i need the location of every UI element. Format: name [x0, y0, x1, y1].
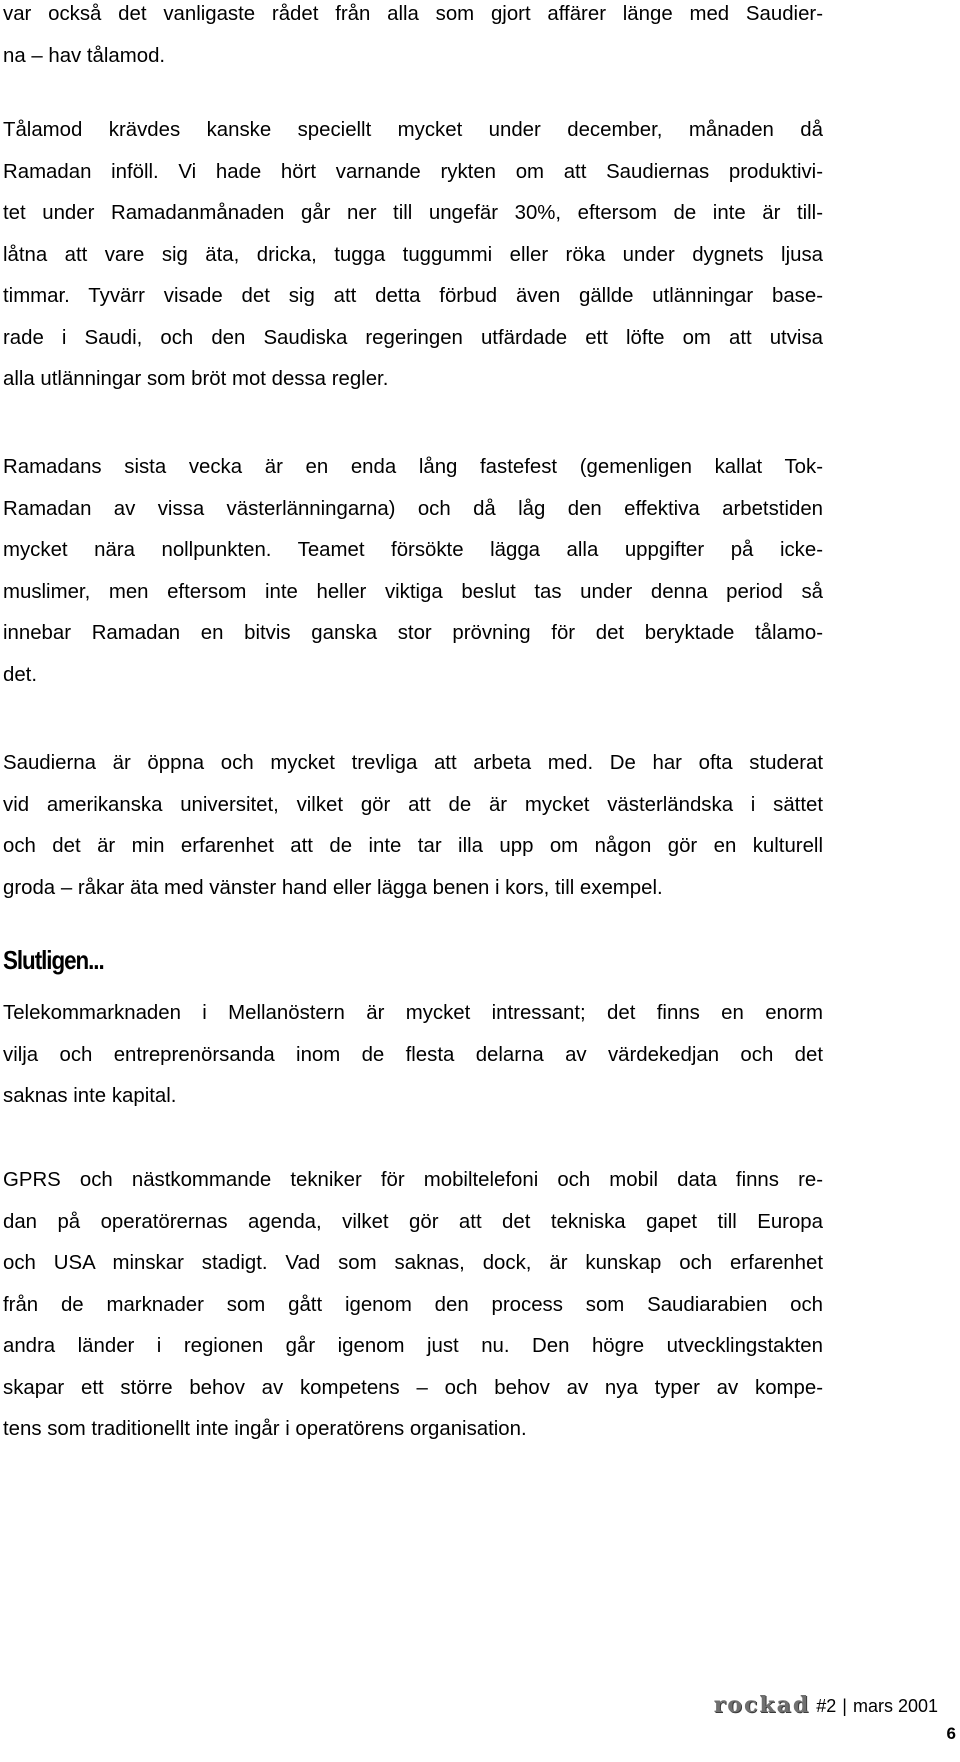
- text-line: alla utlänningar som bröt mot dessa regler.: [3, 368, 389, 390]
- text-line: tet under Ramadanmånaden går ner till ungefär 30%, eftersom de inte är till-: [3, 202, 823, 224]
- page-number: 6: [946, 1724, 956, 1743]
- text-line: rade i Saudi, och den Saudiska regeringen utfärdade ett löfte om att utvisa: [3, 326, 823, 349]
- text-line: var också det vanligaste rådet från alla som gjort affärer länge med Saudier-: [3, 3, 823, 25]
- text-line: Ramadans sista vecka är en enda lång fastefest (gemenligen kallat Tok-: [3, 456, 823, 478]
- paragraph: [3, 993, 823, 1118]
- section-heading: Slutligen...: [3, 945, 104, 975]
- paragraph: [3, 447, 823, 696]
- paragraph: [3, 743, 823, 909]
- text-line: och USA minskar stadigt. Vad som saknas, dock, är kunskap och erfarenhet: [3, 1252, 823, 1274]
- text-line: Saudierna är öppna och mycket trevliga att arbeta med. De har ofta studerat: [3, 752, 823, 774]
- paragraph: [3, 0, 823, 77]
- text-line: Ramadan inföll. Vi hade hört varnande rykten om att Saudiernas produktivi-: [3, 160, 823, 183]
- text-line: och det är min erfarenhet att de inte tar illa upp om någon gör en kulturell: [3, 835, 823, 857]
- page-footer: [714, 1692, 938, 1718]
- text-line: muslimer, men eftersom inte heller viktiga beslut tas under denna period så: [3, 580, 823, 603]
- text-line: vid amerikanska universitet, vilket gör att de är mycket västerländska i sättet: [3, 793, 823, 816]
- text-line: dan på operatörernas agenda, vilket gör att det tekniska gapet till Europa: [3, 1210, 823, 1233]
- paragraph: [3, 1160, 823, 1451]
- rockad-logo: rockad: [713, 1692, 811, 1718]
- text-line: det.: [3, 663, 38, 686]
- text-line: från de marknader som gått igenom den process som Saudiarabien och: [3, 1293, 823, 1316]
- text-line: skapar ett större behov av kompetens – och behov av nya typer av kompe-: [3, 1376, 823, 1399]
- text-line: låtna att vare sig äta, dricka, tugga tuggummi eller röka under dygnets ljusa: [3, 243, 823, 266]
- text-line: mycket nära nollpunkten. Teamet försökte lägga alla uppgifter på icke-: [3, 539, 823, 561]
- issue-number: #2: [816, 1696, 837, 1716]
- text-line: Tålamod krävdes kanske speciellt mycket under december, månaden då: [3, 119, 823, 141]
- text-line: na – hav tålamod.: [3, 44, 166, 67]
- text-line: GPRS och nästkommande tekniker för mobiltelefoni och mobil data finns re-: [3, 1169, 823, 1191]
- text-line: andra länder i regionen går igenom just nu. Den högre utvecklingstakten: [3, 1335, 823, 1357]
- text-line: Telekommarknaden i Mellanöstern är mycket intressant; det finns en enorm: [3, 1002, 823, 1024]
- footer-separator: |: [842, 1696, 847, 1716]
- text-line: groda – råkar äta med vänster hand eller lägga benen i kors, till exempel.: [3, 876, 663, 899]
- paragraph: [3, 110, 823, 401]
- issue-date: mars 2001: [852, 1696, 938, 1716]
- text-line: saknas inte kapital.: [3, 1085, 177, 1107]
- text-line: vilja och entreprenörsanda inom de flesta delarna av värdekedjan och det: [3, 1043, 823, 1066]
- text-line: innebar Ramadan en bitvis ganska stor prövning för det beryktade tålamo-: [3, 622, 823, 644]
- text-line: timmar. Tyvärr visade det sig att detta förbud även gällde utlänningar base-: [3, 285, 823, 307]
- text-line: Ramadan av vissa västerlänningarna) och då låg den effektiva arbetstiden: [3, 497, 823, 520]
- text-line: tens som traditionellt inte ingår i operatörens organisation.: [3, 1418, 527, 1440]
